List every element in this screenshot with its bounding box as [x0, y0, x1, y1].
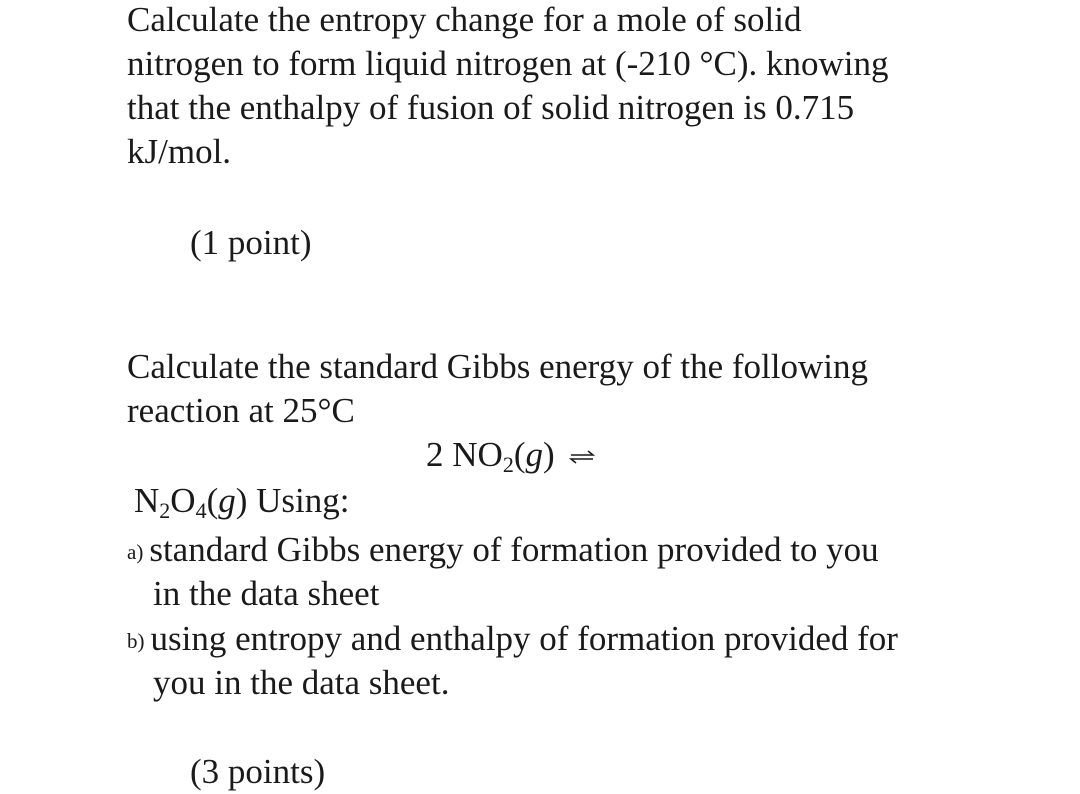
product-state-close: ) — [235, 481, 248, 520]
using-label: Using: — [247, 481, 350, 520]
product-formula-o: O — [170, 481, 196, 520]
question-1-line: kJ/mol. — [127, 132, 232, 171]
list-item-b-continuation: you in the data sheet. — [153, 663, 450, 702]
list-item-b — [127, 617, 898, 663]
equilibrium-arrow-icon — [569, 450, 595, 464]
reactant-subscript: 2 — [502, 452, 514, 477]
product-subscript-o: 4 — [195, 498, 207, 523]
question-1-line: nitrogen to form liquid nitrogen at (-210 °C). knowing — [127, 44, 889, 83]
question-2-line: reaction at 25°C — [127, 391, 355, 430]
list-item-b-text: using entropy and enthalpy of formation provided for — [150, 619, 898, 658]
reactant-state-open: ( — [513, 435, 526, 474]
question-2-line: Calculate the standard Gibbs energy of the following — [127, 347, 868, 386]
reactant-state: g — [525, 435, 543, 474]
product-state-open: ( — [206, 481, 219, 520]
list-item-a-continuation: in the data sheet — [153, 574, 380, 613]
reaction-equation-reactant — [426, 433, 595, 477]
reaction-equation-product — [134, 479, 349, 523]
reactant-coefficient: 2 — [426, 435, 444, 474]
list-item-a-text: standard Gibbs energy of formation provided to you — [149, 530, 879, 569]
reactant-formula: NO — [452, 435, 503, 474]
list-marker-a: a) — [127, 540, 144, 564]
reactant-state-close: ) — [542, 435, 555, 474]
question-1-points: (1 point) — [190, 223, 312, 262]
product-subscript-n: 2 — [159, 498, 171, 523]
question-2-points: (3 points) — [190, 752, 326, 791]
product-state: g — [218, 481, 236, 520]
question-1-line: that the enthalpy of fusion of solid nitrogen is 0.715 — [127, 88, 855, 127]
product-formula-n: N — [134, 481, 160, 520]
list-item-a — [127, 528, 879, 574]
list-marker-b: b) — [127, 629, 145, 653]
question-1-line: Calculate the entropy change for a mole of solid — [127, 0, 802, 39]
